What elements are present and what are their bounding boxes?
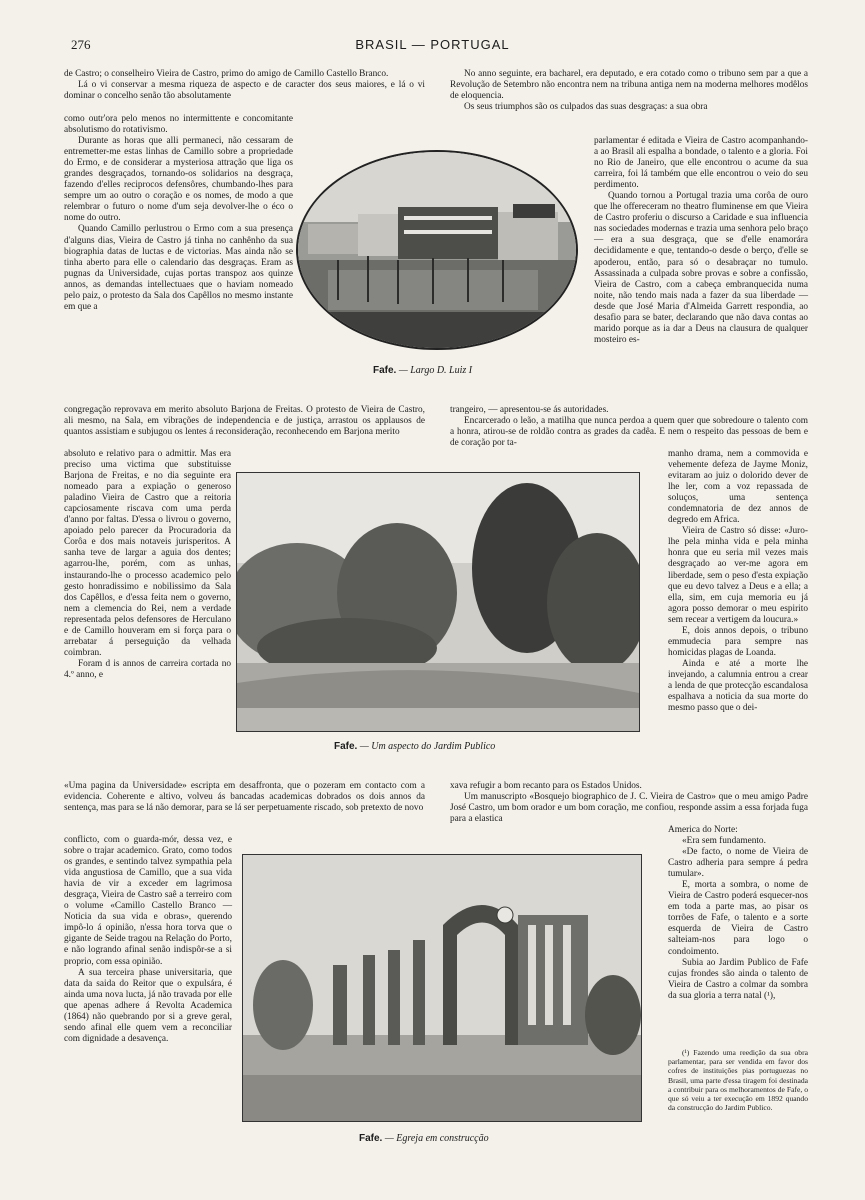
footnote [668, 1048, 808, 1112]
paragraph: de Castro; o conselheiro Vieira de Castro, primo do amigo de Camillo Castello Branco. [64, 69, 389, 79]
paragraph: «De facto, o nome de Vieira de Castro adheria para sempre á pedra tumular». [668, 847, 808, 880]
paragraph: parlamentar é editada e Vieira de Castro acompanhando-a ao Brasil ali espalha a bondade, o talento e a gloria. Foi no Rio de Janeiro, que elle encontrou o acume da sua carreira, foi lá também que elle encontrou o veio do seu perdimento. [594, 136, 808, 191]
text-block-b [64, 114, 293, 313]
text-block-e2 [450, 781, 808, 825]
paragraph: Lá o vi conservar a mesma riqueza de aspecto e de caracter dos seus maiores, e lá o vi dominar o concelho senão tão absolutamente [64, 80, 425, 102]
text-block-d [64, 449, 231, 681]
paragraph: Um manuscripto «Bosquejo biographico de J. C. Vieira de Castro» que o meu amigo Padre José Castro, um bom orador e um bom coração, me confiou, responde assim a essa forjada fuga para a elastica [450, 792, 808, 825]
text-block-h [594, 136, 808, 346]
caption-description: — Egreja em construcção [384, 1133, 489, 1144]
paragraph: No anno seguinte, era bacharel, era deputado, e era cotado como o tribuno sem par a que a Revolução de Setembro não encontra nem na tribuna antiga nem na moderna melhores modêlos de eloquencia. [450, 69, 808, 102]
caption-place: Fafe. [359, 1133, 383, 1144]
paragraph: «Era sem fundamento. [682, 836, 766, 847]
text-block-i [668, 449, 808, 714]
caption-photo-3 [359, 1133, 489, 1144]
text-block-c2 [450, 405, 808, 449]
photo-jardim-publico [236, 472, 640, 732]
paragraph: Vieira de Castro só disse: «Juro-lhe pela minha vida e pela minha honra que eu seria mil vezes mais desgraçado ao ver-me agora em liberdade, sem o peso d'esta expiação que eu devo talvez a Deus e a ella; a ella, sim, em cuja memoria eu já agora posso demorar o meu espirito sem recear a vertigem da loucura.» [668, 526, 808, 625]
paragraph: trangeiro, — apresentou-se ás autoridades. [450, 405, 609, 415]
paragraph: Os seus triumphos são os culpados das suas desgraças: a sua obra [464, 102, 708, 113]
paragraph: America do Norte: [668, 825, 738, 835]
paragraph: Subia ao Jardim Publico de Fafe cujas frondes são ainda o talento de Vieira de Castro a colmar da sombra da sua gloria a terra natal (¹), [668, 957, 808, 1001]
paragraph: Quando tornou a Portugal trazia uma corôa de ouro que lhe offereceram no theatro fluminense em que Vieira de Castro proferiu o discurso a Caridade e sua influencia nas sociedades modernas e trazia uma senhora pelo braço — era a sua desgraça, que se d'elle enamorára decididamente e que, tentando-o desde o berço, d'elle se apoderou, então, para só o desabraçar no tumulo. Assassinada a culpada sobre provas e sobre a confissão, Vieira de Castro, com a cabeça embranquecida numa noite, não tendo mais nada a fazer da sua liberdade — desde que José Maria d'Almeida Garrett respondia, ao desafio para se bater, declarando que não dava contas ao marido porque as ia dar a Deus na clausura de qualquer mosteiro es- [594, 191, 808, 345]
paragraph: Durante as horas que alli permaneci, não cessaram de entremetter-me estas linhas de Camillo sobre a propriedade do Ermo, e de considerar a mysteriosa attração que liga os grandes desgraçados, tornando-os solidarios na desgraça, fazendo d'elles reciprocos defensôres, chumbando-lhes para sempre um ao outro o coração e os nomes, de modo a que relembrar o futuro o nome d'um seja devolver-lhe o éco o nome do outro. [64, 136, 293, 224]
paragraph: congregação reprovava em merito absoluto Barjona de Freitas. O protesto de Vieira de Castro, ali mesmo, na Sala, em vibrações de independencia e de justiça, arrastou os applausos de quantos assistiam e subjugou os lentes á reconsideração, reconhecendo em Barjona merito [64, 405, 425, 438]
photo-egreja-em-construccao [242, 854, 642, 1122]
paragraph: absoluto e relativo para o admittir. Mas era preciso uma victima que substituisse Barjona de Freitas, e no dia seguinte era nomeado para a expiação o generoso paladino Vieira de Castro que a reitoria capciosamente riscava com uma perda d'anno por faltas. D'essa o livrou o governo, apoiado pelo parecer da Procuradoria da Corôa e dos mais notaveis jurisperitos. A sanha teve de largar a aguia dos dentes; agarrou-lhe, porém, com as unhas, instaurando-lhe o processo academico pelo gesto honradissimo e nobilissimo da Sala dos Capêllos, e d'essa feita nem o governo, nem a clemencia do Rei, nem a verdade representada pelos defensores de Herculano e de Camillo houveram em si força para o arrebatar á perseguição da velhada coimbran. [64, 449, 231, 658]
page-number: 276 [71, 37, 91, 52]
paragraph: xava refugir a bom recanto para os Estados Unidos. [450, 781, 642, 791]
caption-description: — Largo D. Luiz I [398, 365, 473, 376]
paragraph: Ainda e até a morte lhe invejando, a calumnia entrou a crear a lenda de que protecção escandalosa espalhava a noticia da sua morte do mesmo passo que o dei- [668, 658, 808, 714]
text-block-j [668, 825, 808, 1002]
paragraph: como outr'ora pelo menos no intermittente e concomitante absolutismo do rotativismo. [64, 114, 293, 136]
paragraph: Foram d is annos de carreira cortada no 4.º anno, e [64, 658, 231, 680]
paragraph: «Uma pagina da Universidade» escripta em desaffronta, que o pozeram em contacto com a evidencia. Coherente e altivo, volveu ás bancadas academicas dobrados os dois annos da sentença, mas para se lá não demorar, para se lá ser perpetuamente riscado, sob pretexto de novo [64, 781, 425, 814]
photo-largo-d-luiz [296, 150, 578, 350]
caption-photo-2 [334, 741, 495, 752]
paragraph: Encarcerado o leão, a matilha que nunca perdoa a quem quer que sobredoure o talento com a honra, atirou-se de roldão contra as grades da cadêa. E nem o respeito das pessoas de bem e de coração por ta- [450, 416, 808, 449]
text-block-g [450, 69, 808, 113]
text-block-a [64, 69, 425, 102]
paragraph: E, morta a sombra, o nome de Vieira de Castro poderá esquecer-nos em toda a parte mas, ao pisar os torrões de Fafe, o talento e a sorte esquerda de Vieira de Castro salteiam-nos para logo o condoimento. [668, 880, 808, 957]
paragraph: Quando Camillo perlustrou o Ermo com a sua presença d'alguns dias, Vieira de Castro já tinha no canhênho da sua biographia datas de luctas e de victorias. Mas ainda não se tinha aberto para elle o calendario das desgraças. Eram as pugnas da Universidade, cujas portas transpoz aos quinze annos, as demandas intellectuaes que o haviam nomeado pelo paiz, o protesto da Sala dos Capêllos no mesmo instante em que a [64, 224, 293, 312]
paragraph: E, dois annos depois, o tribuno emmudecia para sempre nas homicidas plagas de Loanda. [668, 625, 808, 658]
page-header [0, 0, 865, 56]
paragraph: conflicto, com o guarda-mór, dessa vez, e sobre o trajar academico. Grato, como todos os grandes, e sentindo talvez sympathia pela vida angustiosa de Camillo, que a sua vida havia de vir a exceder em lagrimosa desgraça, Vieira de Castro saê a terreiro com o volume «Camillo Castello Branco — Noticia da sua vida e obras», querendo impô-lo á opinião, n'essa hora torva que o gigante de Seide tragou na Relação do Porto, e não logrando afinal senão indispôr-se a si proprio, com essa opinião. [64, 835, 232, 967]
footnote-text: (¹) Fazendo uma reedição da sua obra parlamentar, para ser vendida em favor dos cofres de instituições pias portuguezas no Brasil, uma parte d'essa tiragem foi destinada a contribuir para os melhoramentos de Fafe, o que só veiu a ter execução em 1892 quando da construcção do Jardim Publico. [668, 1048, 808, 1113]
text-block-f [64, 835, 232, 1045]
caption-description: — Um aspecto do Jardim Publico [359, 741, 496, 752]
running-title: BRASIL — PORTUGAL [355, 37, 510, 52]
caption-place: Fafe. [334, 741, 358, 752]
paragraph: A sua terceira phase universitaria, que data da saida do Reitor que o expulsára, é ainda uma nova lucta, já não travada por elle que apenas adhere á Revolta Academica (1864) não quebrando por si a greve geral, sendo afinal elle quem vem a reconciliar com dignidade a desavença. [64, 967, 232, 1044]
caption-place: Fafe. [373, 365, 397, 376]
text-block-c1 [64, 405, 425, 438]
paragraph: manho drama, nem a commovida e vehemente defeza de Jayme Moniz, evitaram ao juiz o dolorido dever de lhe ler, com a voz repassada de soluços, uma sentença condemnatoria de dez annos de degredo em Africa. [668, 449, 808, 526]
text-block-e1 [64, 781, 425, 814]
caption-photo-1 [373, 365, 472, 376]
